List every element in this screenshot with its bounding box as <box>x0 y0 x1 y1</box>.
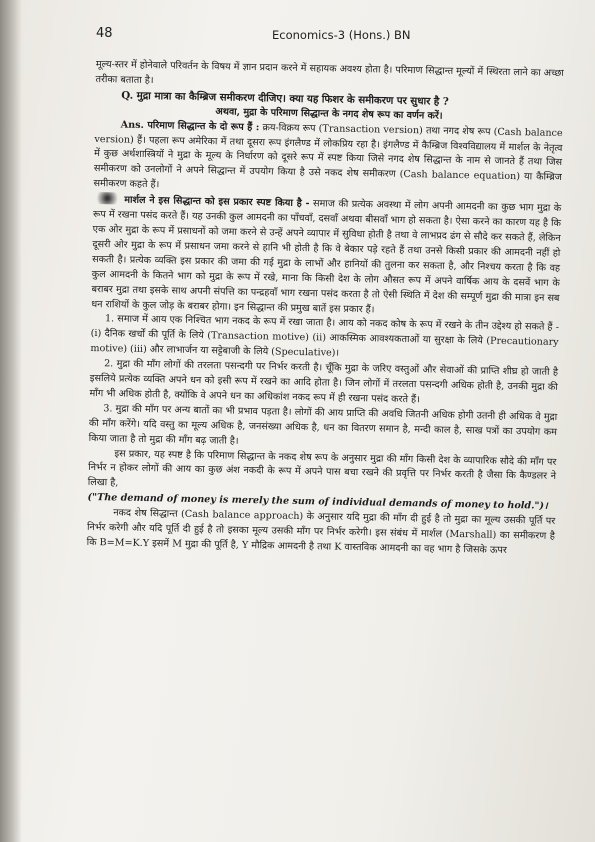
answer-label: Ans. परिमाण सिद्धान्त के दो रूप हैं : <box>120 119 260 133</box>
running-head: Economics-3 (Hons.) BN <box>272 28 411 42</box>
answer-text: क्रय-विक्रय रूप (Transaction version) तथा नगद शेष रूप (Cash balance version) हैं। पहला रूप अमेरिका में तथा दूसरा रूप इंगलैण्ड में लोकप्रिय रहा है। इंगलैण्ड में कैम्ब्रिज विश्वविद्यालय में मार्शल के नेतृत्व में कुछ अर्थशास्त्रियों ने मुद्रा के मूल्य के निर्धारण को दूसरे रूप में स्पष्ट किया जिसे नगद शेष सिद्धान्त के नाम से जानते हैं तथा जिस समीकरण को उनलोगों ने अपने सिद्धान्त में उपयोग किया है उसे नकद शेष समीकरण (Cash balance equation) या कैम्ब्रिज समीकरण कहते हैं। <box>93 121 563 191</box>
point-1: 1. समाज में आय एक निश्चित भाग नकद के रूप में रखा जाता है। आय को नकद कोष के रूप में रखने के तीन उद्देश्य हो सकते हैं - (i) दैनिक खर्चों की पूर्ति के लिये (Transaction motive) (ii) आकस्मिक आवश्यकताओं या सुरक्षा के लिये (Precautionary motive) (iii) और लाभार्जन या सट्टेबाजी के लिये (Speculative)। <box>90 313 560 359</box>
alternate-question: अथवा, मुद्रा के परिमाण सिद्धान्त के नगद शेष रूप का वर्णन करें। <box>215 106 443 122</box>
question: Q. मुद्रा मात्रा का कैम्ब्रिज समीकरण दीजिए। क्या यह फिशर के समीकरण पर सुधार है ? <box>121 89 449 108</box>
conclusion-paragraph: इस प्रकार, यह स्पष्ट है कि परिमाण सिद्धान्त के नकद शेष रूप के अनुसार मुद्रा की माँग किसी देश के व्यापारिक सौदे की माँग पर निर्भर न होकर लोगों की आय का कुछ अंश नकदी के रूप में अपने पास बचा रखने की प्रवृत्ति पर निर्भर करती है जैसा कि कैण्डलर ने लिखा है, <box>87 447 557 489</box>
page-header <box>96 26 535 48</box>
page-body <box>87 58 564 560</box>
last-paragraph: नकद शेष सिद्धान्त (Cash balance approach) के अनुसार यदि मुद्रा की माँग दी हुई है तो मुद्रा का मूल्य उसकी पूर्ति पर निर्भर करेगी और यदि पूर्ति दी हुई है तो इसका मूल्य उसकी माँग पर निर्भर करेगी। इस संबंध में मार्शल (Marshall) का समीकरण है कि B=M=K.Y इसमें M मुद्रा की पूर्ति है, Y मौद्रिक आमदनी है तथा K वास्तविक आमदनी का वह भाग है जिसके ऊपर <box>86 507 556 556</box>
marshall-label: मार्शल ने इस सिद्धान्त को इस प्रकार स्पष्ट किया है - <box>124 194 310 210</box>
point-3: 3. मुद्रा की माँग पर अन्य बातों का भी प्रभाव पड़ता है। लोगों की आय प्राप्ति की अवधि जितनी अधिक होगी उतनी ही अधिक वे मुद्रा की माँग करेंगे। यदि वस्तु का मूल्य अधिक है, जनसंख्या अधिक है, धन का वितरण समान है, मन्दी काल है, साख पत्रों का उपयोग कम किया जाता है तो मुद्रा की माँग बढ़ जाती है। <box>88 403 558 447</box>
page-number: 48 <box>96 26 113 41</box>
quote: ("The demand of money is merely the sum of individual demands of money to hold.")। <box>87 492 548 513</box>
marshall-paragraph <box>91 192 561 321</box>
paragraph-intro: मूल्य-स्तर में होनेवाले परिवर्तन के विषय में ज्ञान प्रदान करने में सहायक अवश्य होता है। परिमाण सिद्धान्त मूल्यों में स्थिरता लाने का अच्छा तरीका बताता है। <box>95 58 564 87</box>
answer-paragraph <box>93 118 562 202</box>
page-spine-shadow <box>0 0 22 842</box>
marshall-text: समाज की प्रत्येक अवस्था में लोग अपनी आमदनी का कुछ भाग मुद्रा के रूप में रखना पसंद करते हैं। यह उनकी कुल आमदनी का पाँचवाँ, दसवाँ अथवा बीसवाँ भाग हो सकता है। ऐसा करने का कारण यह है कि एक ओर मुद्रा के रूप में प्रसाधनों को जमा करने से उन्हें अपने व्यापार में सुविधा होती है तथा वे लाभप्रद ढंग से सौदे कर सकते हैं, लेकिन दूसरी ओर मुद्रा के रूप में प्रसाधन जमा करने से हानि भी होती है कि वे बेकार पड़े रहते हैं तथा उनसे किसी प्रकार की आमदनी नहीं हो सकती है। प्रत्येक व्यक्ति इस प्रकार की जमा की गई मुद्रा के लाभों और हानियों की तुलना कर सकता है, और निश्चय करता है कि वह कुल आमदनी के कितने भाग को मुद्रा के रूप में रखे, माना कि किसी देश के लोग औसत रूप में अपने वार्षिक आय के दसवें भाग के बराबर मुद्रा तथा इसके साथ अपनी संपत्ति का पन्द्रहवाँ भाग रखना पसंद करता है तो ऐसी स्थिति में देश की सम्पूर्ण मुद्रा की मात्रा इन सब धन राशियों के कुल जोड़ के बराबर होगा। इन सिद्धान्त की प्रमुख बातें इस प्रकार हैं। <box>91 198 562 315</box>
ink-stamp-mark <box>93 192 121 205</box>
point-2: 2. मुद्रा की माँग लोगों की तरलता पसन्दगी पर निर्भर करती है। चूँकि मुद्रा के जरिए वस्तुओं और सेवाओं की प्राप्ति शीघ्र हो जाती है इसलिये प्रत्येक व्यक्ति अपने धन को इसी रूप में रखने का आदि होता है। जिन लोगों में तरलता पसन्दगी अधिक होती है, उनकी मुद्रा की माँग भी अधिक होती है, क्योंकि वे अपने धन का अधिकांश नकद रूप में ही रखना पसंद करते हैं। <box>89 358 559 406</box>
